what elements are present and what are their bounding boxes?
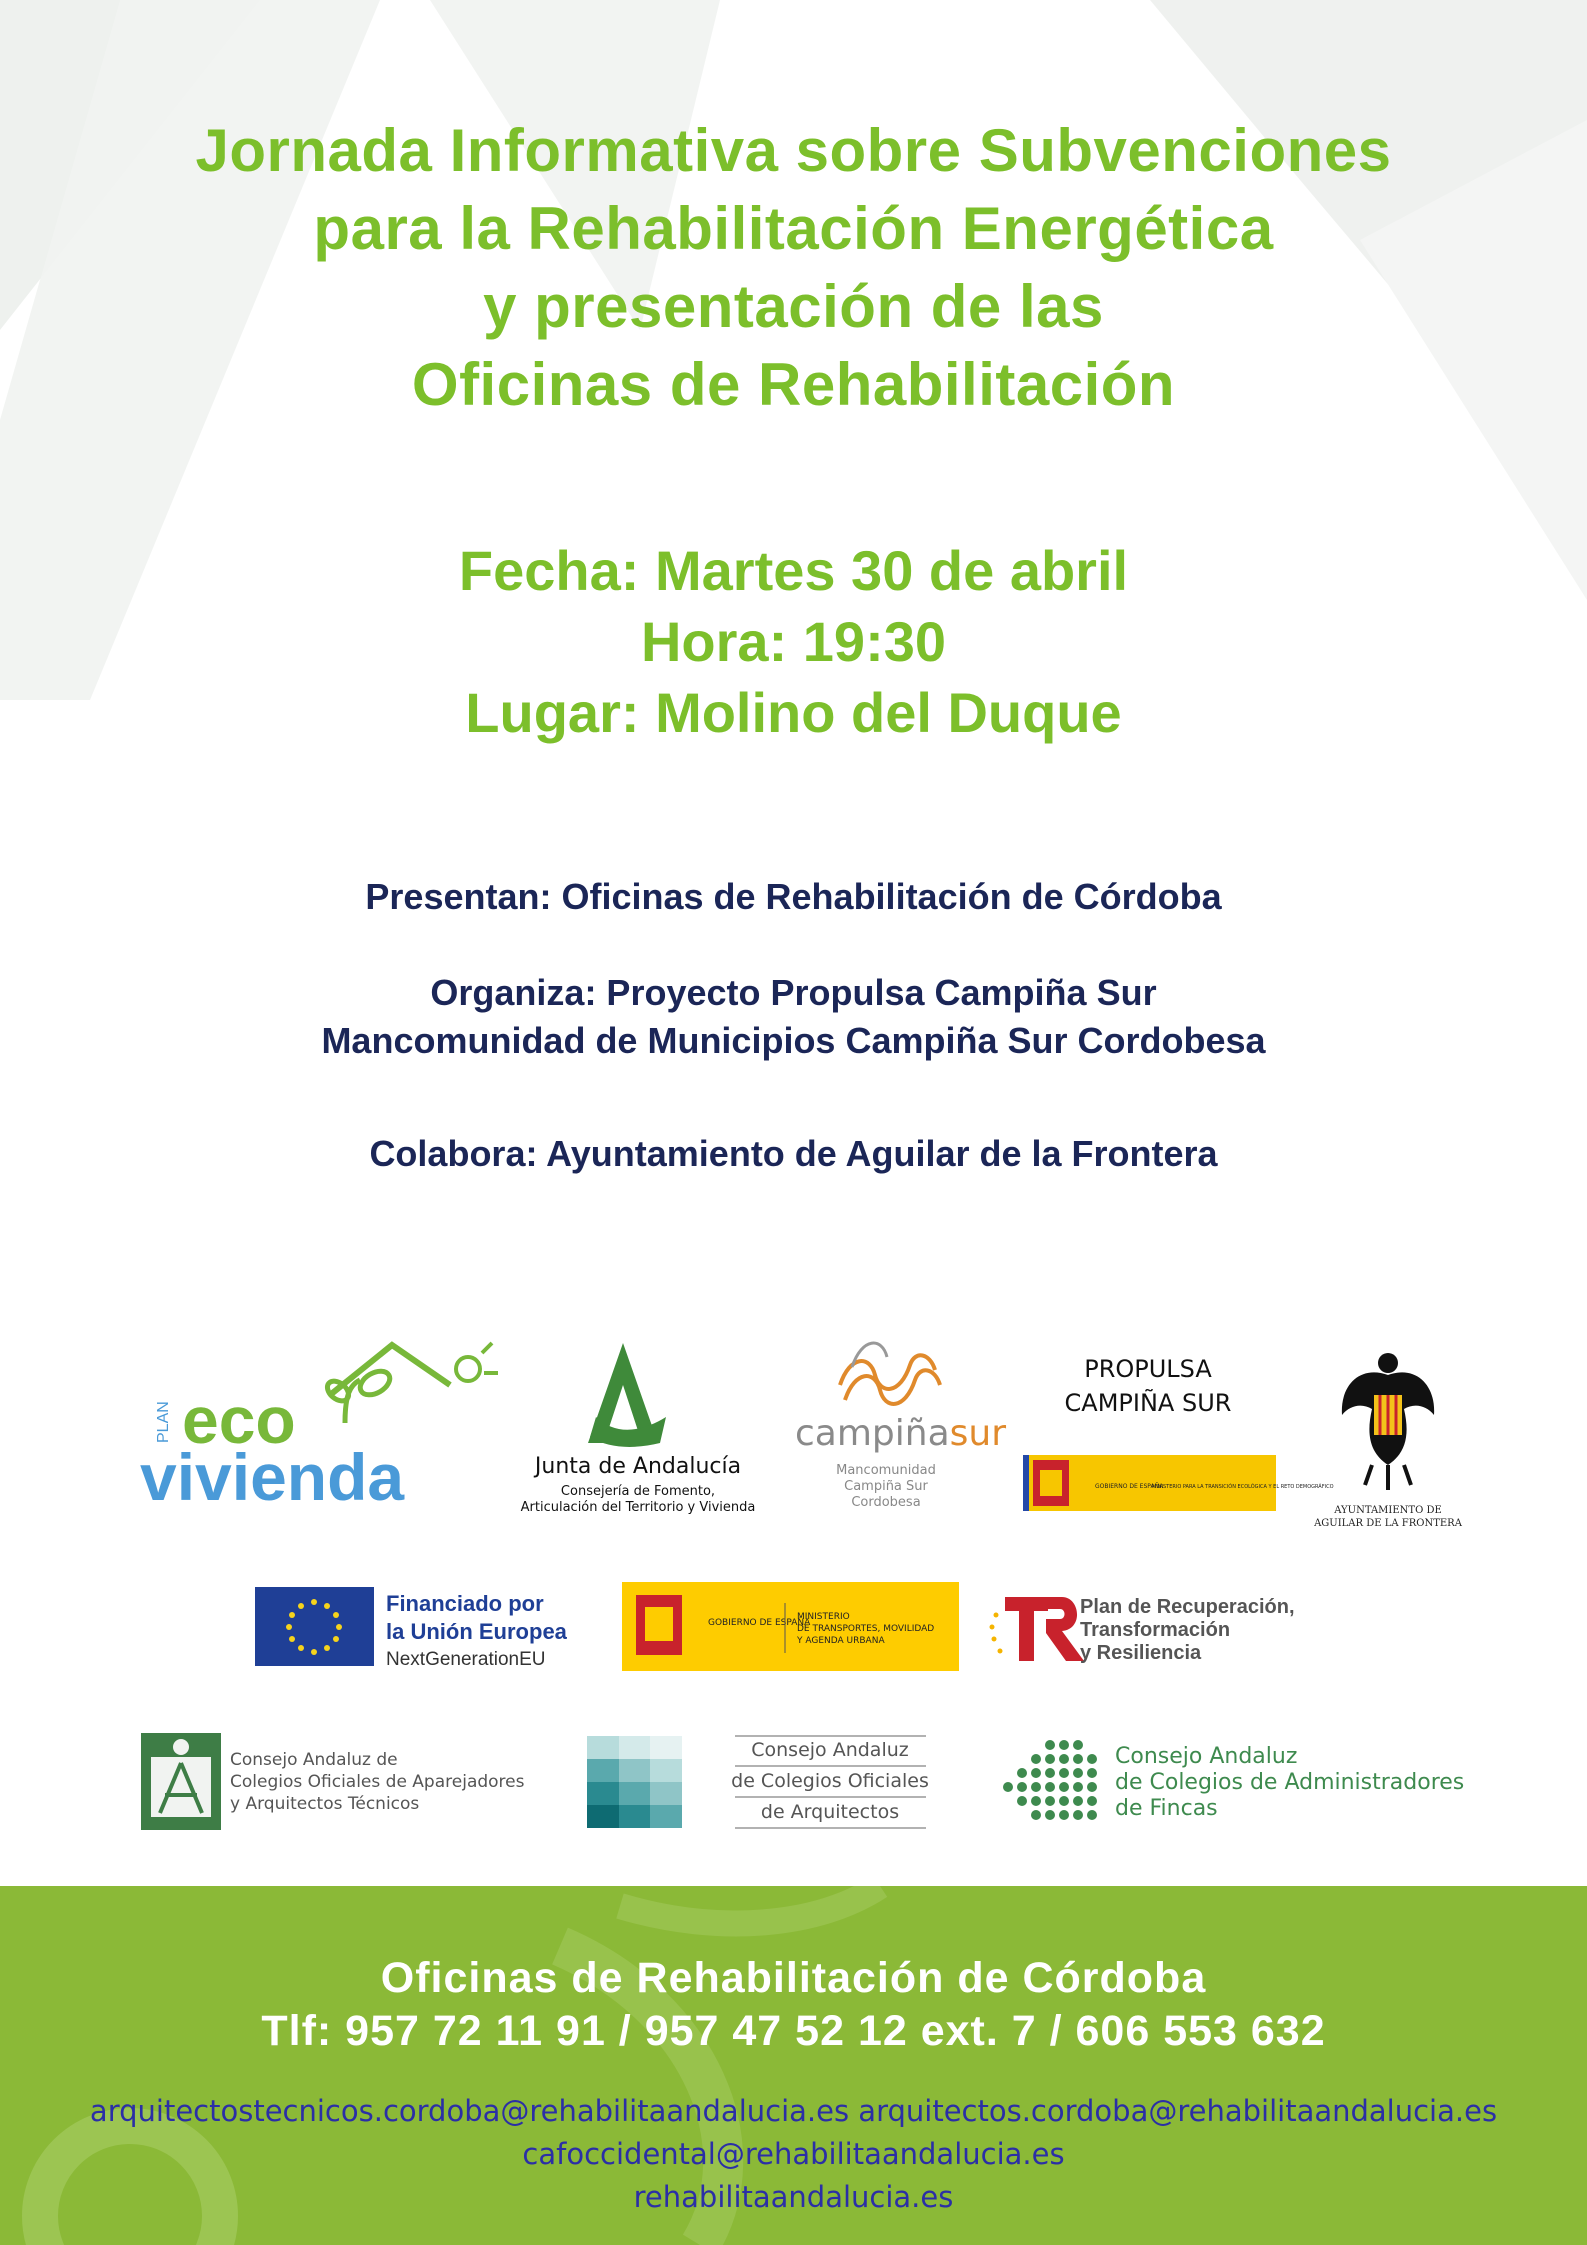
logo-row-2	[0, 1575, 1587, 1685]
prtr-line-1: Plan de Recuperación,	[1080, 1596, 1295, 1618]
title-line-4: Oficinas de Rehabilitación	[411, 351, 1176, 418]
propulsa-line-2: CAMPIÑA SUR	[1064, 1389, 1232, 1417]
eu-line-3: NextGenerationEU	[386, 1649, 546, 1670]
campinasur-sub-3: Cordobesa	[851, 1495, 921, 1510]
arquitectos-line-2: de Colegios Oficiales	[731, 1770, 929, 1792]
arquitectos-line-1: Consejo Andaluz	[751, 1739, 909, 1761]
title-line-1: Jornada Informativa sobre Subvenciones	[195, 117, 1392, 184]
junta-name: Junta de Andalucía	[534, 1454, 742, 1479]
propulsa-gob: GOBIERNO DE ESPAÑA	[1095, 1483, 1164, 1490]
ecovivienda-logo	[140, 1343, 498, 1514]
fincas-logo	[1003, 1740, 1464, 1821]
propulsa-logo	[1023, 1355, 1334, 1511]
prtr-line-2: Transformación	[1080, 1619, 1231, 1641]
ecovivienda-plan: PLAN	[155, 1401, 172, 1443]
prtr-logo	[990, 1596, 1295, 1664]
prtr-line-3: y Resiliencia	[1080, 1642, 1202, 1664]
eu-line-2: la Unión Europea	[386, 1619, 567, 1644]
campinasur-sub-2: Campiña Sur	[844, 1479, 928, 1494]
credits-presentan: Presentan: Oficinas de Rehabilitación de Córdoba	[365, 876, 1222, 917]
footer-title: Oficinas de Rehabilitación de Córdoba	[380, 1954, 1207, 2002]
footer-contact-block	[0, 1952, 1587, 2058]
campinasur-sub-1: Mancomunidad	[836, 1463, 936, 1478]
event-place: Lugar: Molino del Duque	[465, 681, 1122, 744]
logo-row-1	[0, 1325, 1587, 1545]
footer	[0, 1886, 1587, 2245]
campinasur-name-b: sur	[949, 1413, 1007, 1454]
junta-sub-2: Articulación del Territorio y Vivienda	[520, 1500, 756, 1515]
credits-colabora: Colabora: Ayuntamiento de Aguilar de la Frontera	[369, 1133, 1218, 1174]
credits-organiza-2: Mancomunidad de Municipios Campiña Sur Cordobesa	[321, 1020, 1266, 1061]
fincas-line-2: de Colegios de Administradores	[1115, 1770, 1465, 1795]
aguilar-line-2: AGUILAR DE LA FRONTERA	[1314, 1518, 1462, 1529]
title-line-2: para la Rehabilitación Energética	[313, 195, 1274, 262]
propulsa-min: MINISTERIO PARA LA TRANSICIÓN ECOLÓGICA Y EL RETO DEMOGRÁFICO	[1152, 1484, 1334, 1490]
ecovivienda-vivienda: vivienda	[140, 1440, 405, 1514]
event-time: Hora: 19:30	[640, 610, 947, 673]
event-date: Fecha: Martes 30 de abril	[458, 539, 1129, 602]
eu-logo	[255, 1587, 568, 1670]
junta-sub-1: Consejería de Fomento,	[560, 1484, 716, 1499]
page-title	[0, 112, 1587, 424]
junta-andalucia-logo	[521, 1343, 756, 1515]
campinasur-name-a: campiña	[795, 1413, 950, 1454]
footer-emails[interactable]: arquitectostecnicos.cordoba@rehabilitaandalucia.es arquitectos.cordoba@rehabilitaandalucia.es	[89, 2094, 1498, 2128]
footer-email-2[interactable]: cafoccidental@rehabilitaandalucia.es	[522, 2137, 1065, 2171]
mitma-min-3: Y AGENDA URBANA	[797, 1636, 885, 1646]
mitma-logo	[622, 1582, 959, 1671]
caat-line-3: y Arquitectos Técnicos	[230, 1794, 420, 1814]
mitma-min-2: DE TRANSPORTES, MOVILIDAD	[797, 1624, 935, 1634]
fincas-line-3: de Fincas	[1115, 1796, 1218, 1821]
propulsa-line-1: PROPULSA	[1084, 1355, 1212, 1383]
mitma-gob: GOBIERNO DE ESPAÑA	[708, 1618, 811, 1628]
caat-logo	[141, 1733, 525, 1830]
campinasur-name	[795, 1413, 1006, 1454]
mitma-min-1: MINISTERIO	[797, 1612, 850, 1622]
campinasur-logo	[795, 1343, 1006, 1510]
caat-line-1: Consejo Andaluz de	[230, 1750, 398, 1770]
footer-links	[0, 2090, 1587, 2219]
aguilar-line-1: AYUNTAMIENTO DE	[1334, 1505, 1442, 1516]
title-line-3: y presentación de las	[483, 273, 1104, 340]
eu-line-1: Financiado por	[386, 1591, 544, 1616]
ecovivienda-eco: eco	[182, 1383, 296, 1457]
arquitectos-line-3: de Arquitectos	[760, 1801, 900, 1823]
aguilar-logo	[1313, 1353, 1463, 1529]
arquitectos-logo	[587, 1736, 929, 1828]
footer-web-link[interactable]: rehabilitaandalucia.es	[633, 2180, 954, 2214]
credits-organiza-1: Organiza: Proyecto Propulsa Campiña Sur	[430, 972, 1157, 1013]
footer-phones: Tlf: 957 72 11 91 / 957 47 52 12 ext. 7 / 606 553 632	[261, 2007, 1326, 2055]
logo-row-3	[0, 1725, 1587, 1845]
fincas-line-1: Consejo Andaluz	[1115, 1744, 1298, 1769]
event-details	[0, 535, 1587, 748]
caat-line-2: Colegios Oficiales de Aparejadores	[230, 1772, 525, 1792]
